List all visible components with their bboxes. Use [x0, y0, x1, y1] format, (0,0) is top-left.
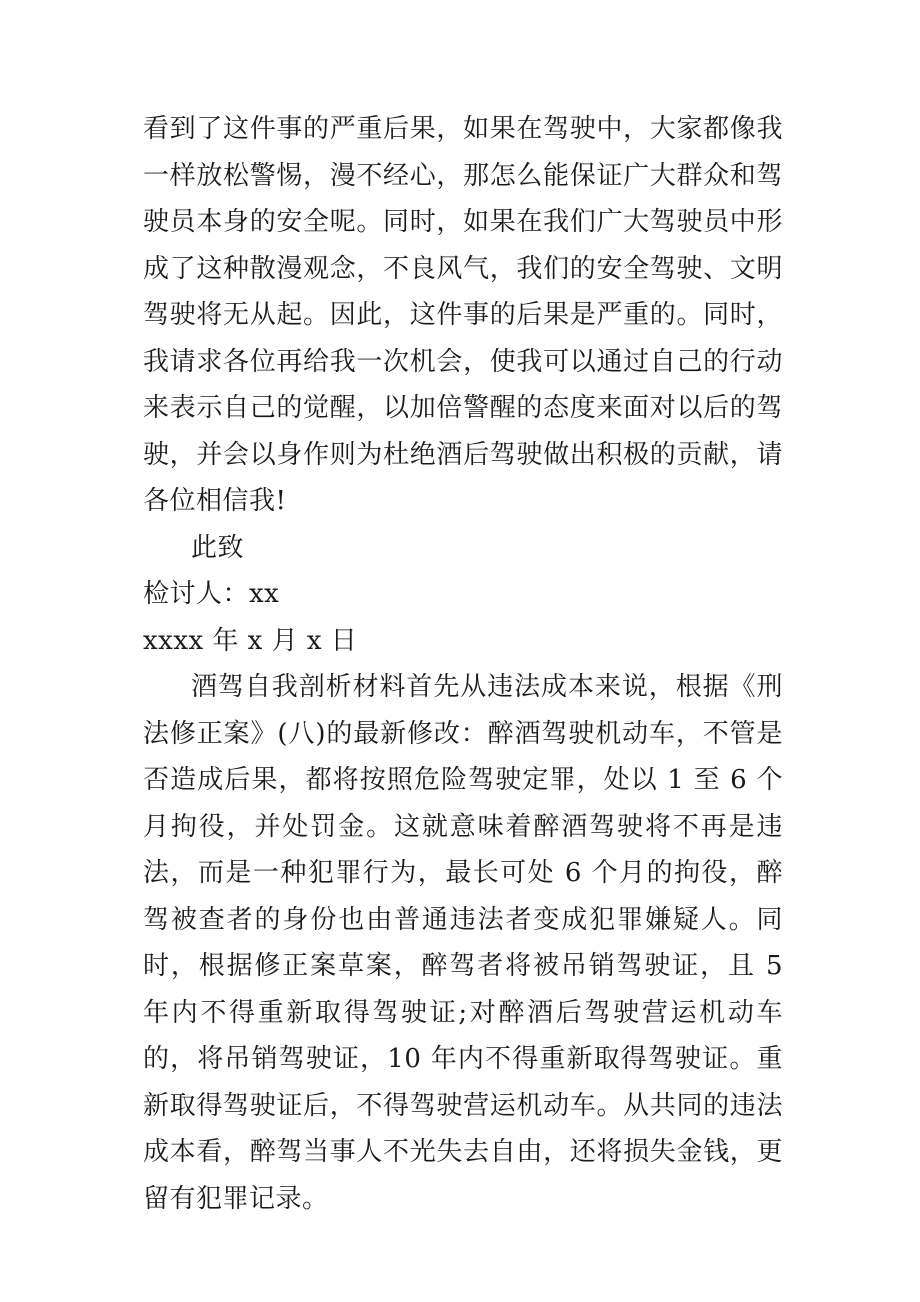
date-line: xxxx 年 x 月 x 日 [143, 625, 358, 656]
signer-line: 检讨人：xx [143, 579, 280, 609]
document-body [143, 106, 783, 1222]
paragraph-continued: 看到了这件事的严重后果，如果在驾驶中，大家都像我一样放松警惕，漫不经心，那怎么能保证广大群众和驾驶员本身的安全呢。同时，如果在我们广大驾驶员中形成了这种散漫观念，不良风气，我们的安全驾驶、文明驾驶将无从起。因此，这件事的后果是严重的。同时，我请求各位再给我一次机会，使我可以通过自己的行动来表示自己的觉醒，以加倍警醒的态度来面对以后的驾驶，并会以身作则为杜绝酒后驾驶做出积极的贡献，请各位相信我! [143, 114, 783, 516]
paragraph-analysis: 酒驾自我剖析材料首先从违法成本来说，根据《刑法修正案》(八)的最新修改：醉酒驾驶机动车，不管是否造成后果，都将按照危险驾驶定罪，处以 1 至 6 个月拘役，并处罚金。这就意味着醉酒驾驶将不再是违法，而是一种犯罪行为，最长可处 6 个月的拘役，醉驾被查者的身份也由普通违法者变成犯罪嫌疑人。同时，根据修正案草案，醉驾者将被吊销驾驶证，且 5 年内不得重新取得驾驶证;对醉酒后驾驶营运机动车的，将吊销驾驶证，10 年内不得重新取得驾驶证。重新取得驾驶证后，不得驾驶营运机动车。从共同的违法成本看，醉驾当事人不光失去自由，还将损失金钱，更留有犯罪记录。 [143, 672, 783, 1214]
closing-salutation: 此致 [191, 532, 245, 563]
